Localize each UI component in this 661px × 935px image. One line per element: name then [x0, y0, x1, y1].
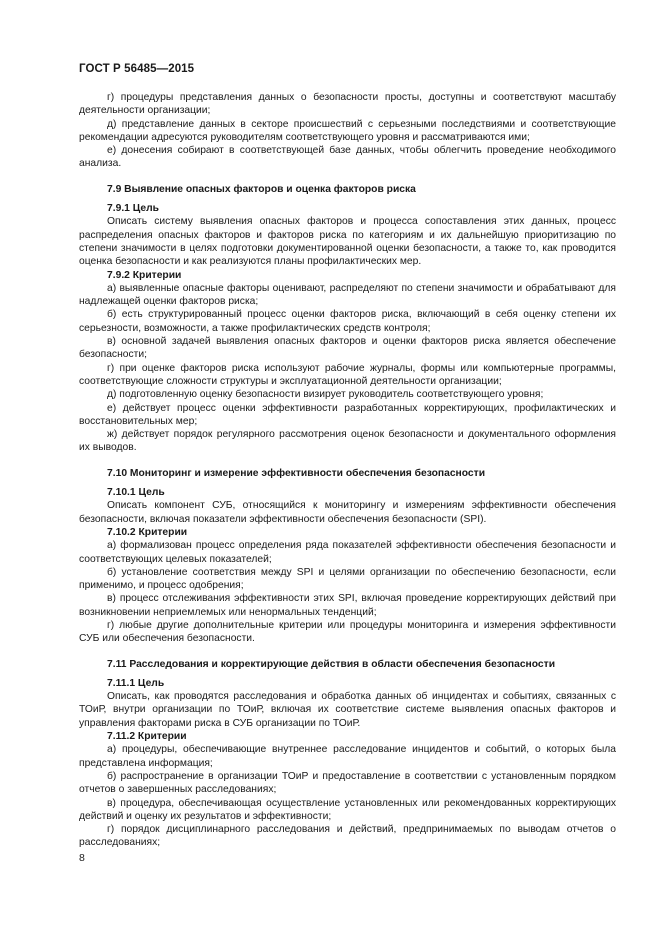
- section-title: 7.11 Расследования и корректирующие действия в области обеспечения безопасности: [107, 658, 556, 670]
- document-body: [79, 91, 616, 850]
- subsection-title: 7.10.2 Критерии: [107, 526, 188, 538]
- page-number: 8: [79, 852, 85, 864]
- intro-items: [79, 91, 616, 171]
- list-item: г) любые другие дополнительные критерии или процедуры мониторинга и измерения эффективности СУБ или обеспечения безопасности.: [79, 619, 616, 645]
- list-item: б) распространение в организации ТОиР и предоставление в соответствии с установленным порядком отчетов о завершенных расследованиях;: [79, 770, 616, 796]
- paragraph: Описать систему выявления опасных факторов и процесса сопоставления этих данных, процесс распределения опасных факторов и факторов риска по категориям и их дальнейшую приоритизацию по степени значимости в целях подготовки документированной оценки безопасности, а также то, как проводится оценка безопасности и как реализуются планы профилактических мер.: [79, 216, 616, 268]
- list-item: а) выявленные опасные факторы оценивают, распределяют по степени значимости и обрабатывают для надлежащей оценки факторов риска;: [79, 282, 616, 308]
- list-item: д) представление данных в секторе происшествий с серьезными последствиями и соответствующие рекомендации адресуются руководителям соответствующего уровня и рассматриваются ими;: [79, 118, 616, 143]
- list-item: ж) действует порядок регулярного рассмотрения оценок безопасности и документального оформления их выводов.: [79, 429, 616, 454]
- subsection-title: 7.9.2 Критерии: [107, 269, 182, 281]
- section-title: 7.9 Выявление опасных факторов и оценка факторов риска: [107, 183, 416, 195]
- subsection-title: 7.9.1 Цель: [107, 203, 160, 215]
- list-item: а) процедуры, обеспечивающие внутреннее расследование инцидентов и событий, о которых была представлена информация;: [79, 744, 616, 769]
- paragraph: Описать компонент СУБ, относящийся к мониторингу и измерениям эффективности обеспечения безопасности, включая показатели эффективности обеспечения безопасности (SPI).: [79, 500, 616, 525]
- list-item: е) действует процесс оценки эффективности разработанных корректирующих, профилактических и восстановительных мер;: [79, 402, 616, 427]
- list-item: в) процесс отслеживания эффективности этих SPI, включая проведение корректирующих действий при возникновении неприемлемых или ненормальных тенденций;: [79, 593, 616, 618]
- list-item: г) порядок дисциплинарного расследования и действий, предпринимаемых по выводам отчетов о расследованиях;: [79, 824, 616, 849]
- subsection-title: 7.11.1 Цель: [107, 677, 165, 689]
- section-7-10: [79, 467, 616, 646]
- list-item: б) есть структурированный процесс оценки факторов риска, включающий в себя оценку степени их серьезности, возможности, а также профилактических средств контроля;: [79, 309, 616, 334]
- list-item: в) процедура, обеспечивающая осуществление установленных или рекомендованных корректирующих действий и оценку их результатов и эффективности;: [79, 797, 616, 822]
- document-header: ГОСТ Р 56485—2015: [79, 63, 195, 75]
- list-item: г) при оценке факторов риска используют рабочие журналы, формы или компьютерные программы, соответствующие сложности структуры и эксплуатационной деятельности организации;: [79, 362, 616, 387]
- subsection-title: 7.11.2 Критерии: [107, 731, 187, 743]
- paragraph: Описать, как проводятся расследования и обработка данных об инцидентах и событиях, связанных с ТОиР, внутри организации по ТОиР, включая их соответствие системе выявления опасных факторов и управления факторами риска в СУБ организации по ТОиР.: [79, 691, 616, 729]
- list-item: г) процедуры представления данных о безопасности просты, доступны и соответствуют масштабу деятельности организации;: [79, 92, 616, 117]
- list-item: е) донесения собирают в соответствующей базе данных, чтобы облегчить проведение необходимого анализа.: [79, 145, 616, 170]
- section-7-11: [79, 658, 616, 850]
- list-item: д) подготовленную оценку безопасности визирует руководитель соответствующего уровня;: [107, 389, 544, 401]
- section-7-9: [79, 183, 616, 455]
- subsection-title: 7.10.1 Цель: [107, 487, 165, 499]
- section-title: 7.10 Мониторинг и измерение эффективности обеспечения безопасности: [107, 467, 486, 479]
- list-item: в) основной задачей выявления опасных факторов и оценки факторов риска является обеспечение безопасности;: [79, 336, 616, 361]
- list-item: б) установление соответствия между SPI и целями организации по обеспечению безопасности, если применимо, и процесс одобрения;: [79, 566, 616, 592]
- list-item: а) формализован процесс определения ряда показателей эффективности обеспечения безопасности и соответствующих целевых показателей;: [79, 540, 616, 565]
